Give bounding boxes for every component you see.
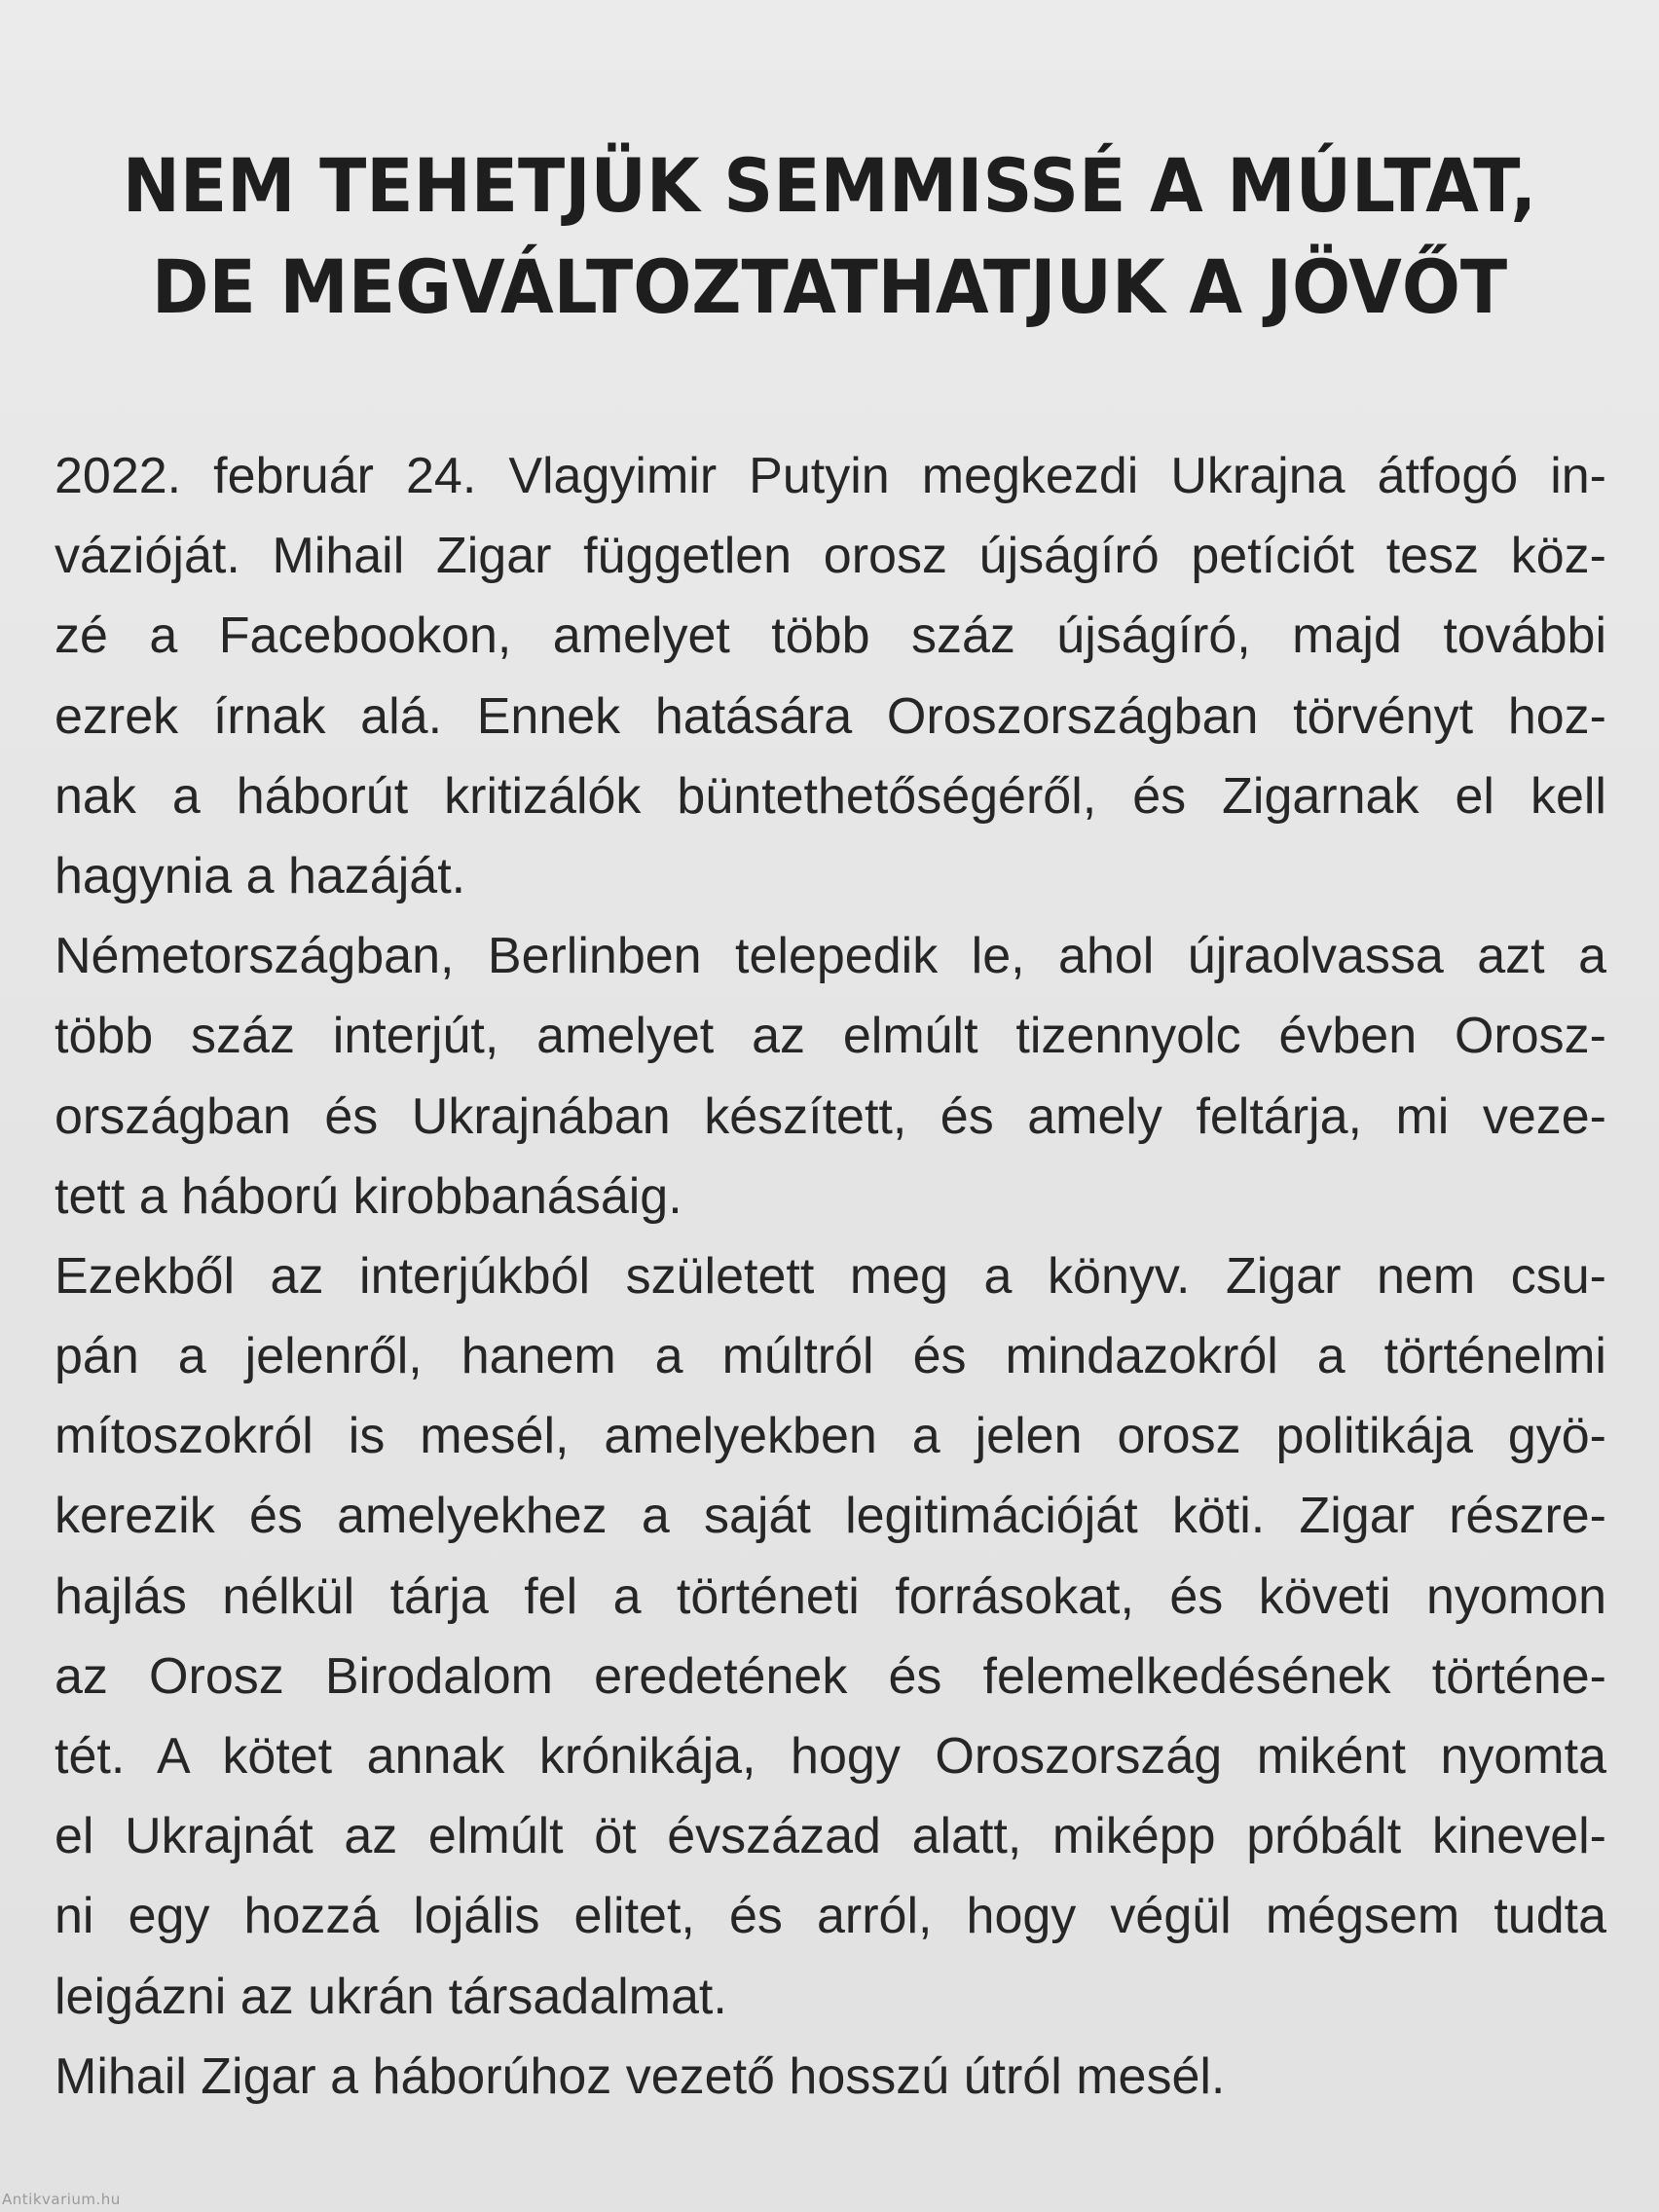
blurb-line: nak a háborút kritizálók büntethetőségéről, és Zigarnak el kell — [55, 767, 1606, 825]
watermark: Antikvarium.hu — [2, 2191, 121, 2208]
blurb-line: pán a jelenről, hanem a múltról és mindazokról a történelmi — [55, 1328, 1606, 1385]
blurb-line: hajlás nélkül tárja fel a történeti forrásokat, és követi nyomon — [55, 1567, 1606, 1625]
blurb-line: tét. A kötet annak krónikája, hogy Oroszország miként nyomta — [55, 1728, 1606, 1785]
blurb-line: országban és Ukrajnában készített, és amely feltárja, mi veze- — [55, 1088, 1606, 1145]
blurb-line: az Orosz Birodalom eredetének és felemelkedésének történe- — [55, 1647, 1606, 1705]
blurb-line: ni egy hozzá lojális elitet, és arról, hogy végül mégsem tudta — [55, 1888, 1606, 1945]
blurb-line: több száz interjút, amelyet az elmúlt tizennyolc évben Orosz- — [55, 1008, 1606, 1065]
blurb-line: 2022. február 24. Vlagyimir Putyin megkezdi Ukrajna átfogó in- — [55, 448, 1606, 504]
blurb-line: Mihail Zigar a háborúhoz vezető hosszú útról mesél. — [55, 2047, 1226, 2105]
headline-line-2: DE MEGVÁLTOZTATHATJUK A JÖVŐT — [151, 242, 1508, 330]
blurb-text — [55, 436, 1606, 2117]
blurb-line: vázióját. Mihail Zigar független orosz újságíró petíciót tesz köz- — [55, 528, 1606, 585]
blurb-line: leigázni az ukrán társadalmat. — [55, 1968, 727, 2025]
headline-line-1: NEM TEHETJÜK SEMMISSÉ A MÚLTAT, — [122, 141, 1537, 229]
headline — [58, 135, 1602, 338]
blurb-line: ezrek írnak alá. Ennek hatására Oroszországban törvényt hoz- — [55, 687, 1606, 745]
blurb-line: Ezekből az interjúkból született meg a könyv. Zigar nem csu- — [55, 1247, 1606, 1305]
blurb-line: hagynia a hazáját. — [55, 847, 466, 904]
blurb-line: mítoszokról is mesél, amelyekben a jelen orosz politikája gyö- — [55, 1408, 1606, 1465]
blurb-line: kerezik és amelyekhez a saját legitimációját köti. Zigar részre- — [55, 1488, 1606, 1545]
blurb-line: tett a háború kirobbanásáig. — [55, 1167, 682, 1225]
blurb-line: Németországban, Berlinben telepedik le, ahol újraolvassa azt a — [55, 928, 1606, 985]
blurb-line: el Ukrajnát az elmúlt öt évszázad alatt, miképp próbált kinevel- — [55, 1808, 1606, 1865]
blurb-line: zé a Facebookon, amelyet több száz újságíró, majd további — [55, 608, 1606, 665]
